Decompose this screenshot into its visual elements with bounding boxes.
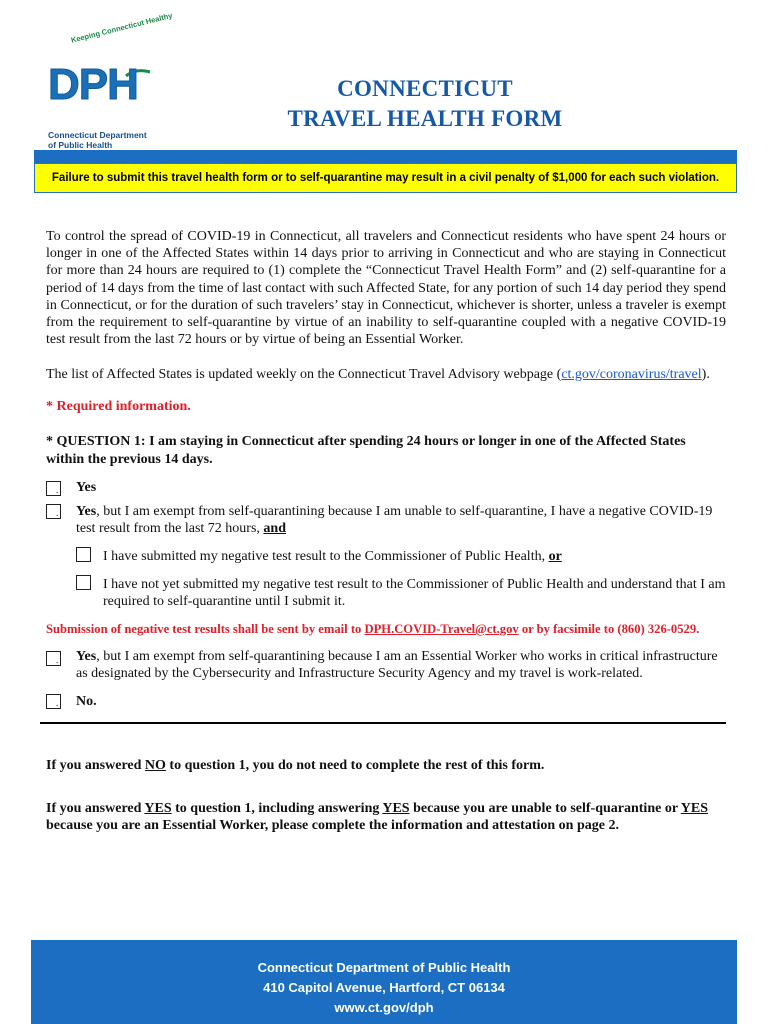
- if-yes-a: If you answered: [46, 801, 145, 816]
- logo-tagline: Keeping Connecticut Healthy: [70, 10, 174, 45]
- sub1-text: I have submitted my negative test result to the Commissioner of Public Health,: [103, 549, 549, 564]
- yes-unable-bold: Yes: [76, 504, 97, 519]
- if-yes-d: YES: [382, 801, 410, 816]
- affected-note-prefix: The list of Affected States is updated weekly on the Connecticut Travel Advisory webpage (: [46, 367, 562, 382]
- option-yes-essential-checkbox[interactable]: .: [46, 651, 61, 666]
- option-no-checkbox[interactable]: .: [46, 694, 61, 709]
- sub-option-not-submitted-label: I have not yet submitted my negative test result to the Commissioner of Public Health and understand that I am required to self-quarantine until I submit it.: [103, 577, 726, 609]
- sub-option-submitted-label: [103, 548, 728, 565]
- question-1: * QUESTION 1: I am staying in Connecticut after spending 24 hours or longer in one of the Affected States within the previous 14 days.: [46, 434, 686, 467]
- if-no-c: to question 1, you do not need to complete the rest of this form.: [165, 758, 545, 773]
- option-yes-checkbox[interactable]: .: [46, 481, 61, 496]
- footer-url[interactable]: www.ct.gov/dph: [334, 1000, 434, 1015]
- affected-states-note: [46, 366, 726, 383]
- option-no-label: No.: [76, 694, 97, 709]
- header-band: [34, 150, 737, 163]
- logo-dept-line1: Connecticut Department: [48, 130, 147, 140]
- logo-acronym: DPH: [48, 60, 138, 109]
- if-yes-b: YES: [144, 801, 172, 816]
- if-yes-e: because you are unable to self-quarantine or: [409, 801, 681, 816]
- submission-suffix: or by facsimile to (860) 326-0529.: [518, 622, 700, 636]
- sub1-or: or: [548, 549, 562, 564]
- penalty-warning: Failure to submit this travel health form or to self-quarantine may result in a civil penalty of $1,000 for each such violation.: [34, 163, 737, 193]
- dph-logo: [34, 10, 184, 156]
- footer-address: 410 Capitol Avenue, Hartford, CT 06134: [263, 980, 505, 995]
- if-yes-instruction: [46, 800, 730, 834]
- if-no-instruction: [46, 757, 726, 774]
- if-yes-g: because you are an Essential Worker, please complete the information and attestation on page 2.: [46, 818, 619, 833]
- if-no-a: If you answered: [46, 758, 145, 773]
- divider: [40, 722, 726, 724]
- affected-note-suffix: ).: [701, 367, 710, 382]
- footer-dept: Connecticut Department of Public Health: [257, 960, 511, 975]
- sub-option-submitted-checkbox[interactable]: [76, 547, 91, 562]
- yes-essential-bold: Yes: [76, 649, 97, 664]
- logo-department: [48, 130, 168, 150]
- yes-unable-and: and: [263, 521, 286, 536]
- submission-email-link[interactable]: DPH.COVID-Travel@ct.gov: [364, 622, 519, 636]
- form-title-line2: TRAVEL HEALTH FORM: [287, 106, 563, 131]
- yes-unable-text: , but I am exempt from self-quarantining because I am unable to self-quarantine, I have a negative COVID-19 test result from the last 72 hours,: [76, 504, 713, 536]
- if-yes-c: to question 1, including answering: [171, 801, 383, 816]
- option-yes-unable-checkbox[interactable]: .: [46, 504, 61, 519]
- logo-dept-line2: of Public Health: [48, 140, 113, 150]
- travel-advisory-link[interactable]: ct.gov/coronavirus/travel: [561, 367, 702, 382]
- required-info-note: * Required information.: [46, 399, 191, 414]
- sub-option-not-submitted-checkbox[interactable]: [76, 575, 91, 590]
- submission-prefix: Submission of negative test results shall be sent by email to: [46, 622, 365, 636]
- footer: [31, 940, 737, 1024]
- form-title-line1: CONNECTICUT: [337, 76, 513, 101]
- option-yes-essential-label: [76, 648, 728, 682]
- option-yes-unable-label: [76, 503, 728, 537]
- option-yes-label: Yes: [76, 480, 97, 495]
- yes-essential-text: , but I am exempt from self-quarantining because I am an Essential Worker who works in critical infrastructure as designated by the Cybersecurity and Infrastructure Security Agency and my travel is work-related.: [76, 649, 718, 681]
- submission-note: [46, 622, 736, 637]
- if-no-b: NO: [144, 758, 166, 773]
- if-yes-f: YES: [680, 801, 709, 816]
- intro-paragraph: To control the spread of COVID-19 in Connecticut, all travelers and Connecticut residents who have spent 24 hours or longer in one of the Affected States within 14 days prior to arriving in Connecticut and who are staying in Connecticut for more than 24 hours are required to (1) complete the “Connecticut Travel Health Form” and (2) self-quarantine for a period of 14 days from the time of last contact with such Affected State, for any portion of such 14 day period they spend in Connecticut, or for the duration of such travelers’ stay in Connecticut, whichever is shorter, unless a traveler is exempt from the requirement to self-quarantine by virtue of an inability to self-quarantine coupled with a negative COVID-19 test result from the last 72 hours or by virtue of being an Essential Worker.: [46, 229, 726, 348]
